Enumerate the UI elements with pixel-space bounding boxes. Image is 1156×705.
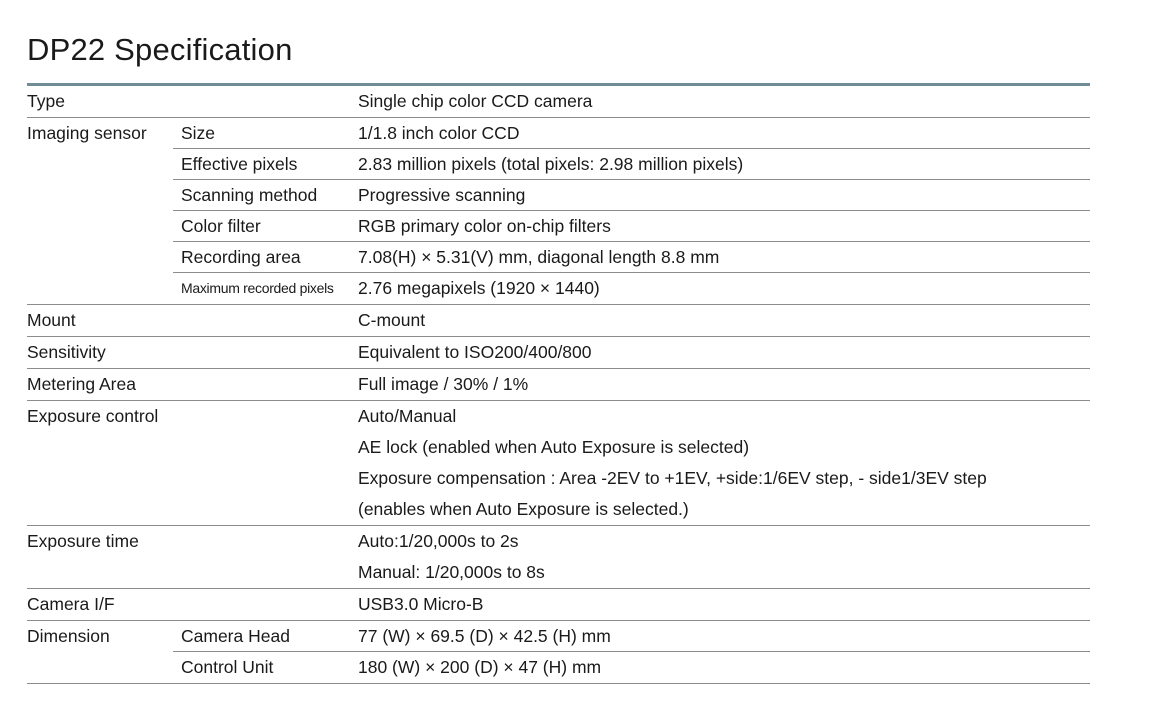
table-row — [27, 337, 1090, 368]
spec-sublabel: Scanning method — [181, 185, 318, 205]
spec-label: Imaging sensor — [27, 123, 147, 143]
spec-label — [27, 494, 181, 525]
table-row — [27, 242, 1090, 273]
spec-sublabel: Control Unit — [181, 657, 274, 677]
spec-label: Mount — [27, 310, 76, 330]
spec-label — [27, 149, 181, 180]
table-row — [27, 305, 1090, 336]
spec-label — [27, 242, 181, 273]
table-row — [27, 463, 1090, 494]
spec-value: 2.83 million pixels (total pixels: 2.98 million pixels) — [358, 154, 744, 174]
spec-label — [27, 557, 181, 588]
spec-sublabel: Color filter — [181, 216, 261, 236]
table-row — [27, 149, 1090, 180]
spec-label: Dimension — [27, 626, 110, 646]
spec-value: 180 (W) × 200 (D) × 47 (H) mm — [358, 657, 602, 677]
table-row — [27, 180, 1090, 211]
spec-group-sensitivity — [27, 337, 1090, 369]
spec-label: Exposure time — [27, 531, 139, 551]
spec-value: Auto/Manual — [358, 406, 457, 426]
spec-value: RGB primary color on-chip filters — [358, 216, 611, 236]
spec-sublabel — [181, 432, 358, 463]
table-row — [27, 369, 1090, 400]
table-row — [27, 432, 1090, 463]
spec-sublabel — [181, 526, 358, 557]
spec-group-exposure-time — [27, 526, 1090, 589]
spec-value: AE lock (enabled when Auto Exposure is selected) — [358, 437, 750, 457]
spec-label: Type — [27, 91, 65, 111]
table-row — [27, 211, 1090, 242]
spec-sublabel — [181, 401, 358, 432]
spec-label — [27, 180, 181, 211]
spec-sublabel — [181, 86, 358, 117]
spec-sublabel: Size — [181, 123, 216, 143]
spec-value: 7.08(H) × 5.31(V) mm, diagonal length 8.8 mm — [358, 247, 720, 267]
table-row — [27, 118, 1090, 149]
spec-value: Progressive scanning — [358, 185, 526, 205]
spec-value: Auto:1/20,000s to 2s — [358, 531, 519, 551]
spec-value: Full image / 30% / 1% — [358, 374, 529, 394]
table-row — [27, 494, 1090, 525]
spec-sublabel: Maximum recorded pixels — [181, 280, 334, 296]
spec-label: Exposure control — [27, 406, 159, 426]
table-row — [27, 652, 1090, 683]
table-row — [27, 526, 1090, 557]
spec-value: USB3.0 Micro-B — [358, 594, 484, 614]
spec-sublabel: Camera Head — [181, 626, 290, 646]
table-row — [27, 621, 1090, 652]
spec-sublabel — [181, 557, 358, 588]
table-row — [27, 273, 1090, 304]
spec-value: 77 (W) × 69.5 (D) × 42.5 (H) mm — [358, 626, 611, 646]
spec-sublabel: Recording area — [181, 247, 301, 267]
table-row — [27, 86, 1090, 117]
spec-label — [27, 432, 181, 463]
spec-sublabel — [181, 305, 358, 336]
spec-value: C-mount — [358, 310, 426, 330]
table-row — [27, 589, 1090, 620]
spec-value: Exposure compensation : Area -2EV to +1EV, +side:1/6EV step, - side1/3EV step — [358, 468, 987, 488]
spec-label — [27, 463, 181, 494]
spec-group-dimension — [27, 621, 1090, 684]
spec-sublabel — [181, 337, 358, 368]
spec-value: Single chip color CCD camera — [358, 91, 593, 111]
spec-label — [27, 273, 181, 304]
spec-label: Metering Area — [27, 374, 136, 394]
spec-table — [27, 86, 1090, 684]
spec-value: 1/1.8 inch color CCD — [358, 123, 520, 143]
spec-group-type — [27, 86, 1090, 118]
spec-sublabel: Effective pixels — [181, 154, 298, 174]
spec-value: (enables when Auto Exposure is selected.) — [358, 499, 689, 519]
spec-sublabel — [181, 463, 358, 494]
spec-label: Camera I/F — [27, 594, 115, 614]
table-row — [27, 401, 1090, 432]
page-title: DP22 Specification — [27, 32, 293, 67]
spec-sublabel — [181, 369, 358, 400]
spec-value: Manual: 1/20,000s to 8s — [358, 562, 545, 582]
spec-group-camera-if — [27, 589, 1090, 621]
spec-sublabel — [181, 494, 358, 525]
spec-group-mount — [27, 305, 1090, 337]
spec-sublabel — [181, 589, 358, 620]
spec-group-imaging-sensor — [27, 118, 1090, 305]
spec-label — [27, 652, 181, 683]
spec-group-exposure-control — [27, 401, 1090, 526]
spec-label: Sensitivity — [27, 342, 106, 362]
spec-value: Equivalent to ISO200/400/800 — [358, 342, 592, 362]
spec-group-metering-area — [27, 369, 1090, 401]
spec-label — [27, 211, 181, 242]
table-row — [27, 557, 1090, 588]
spec-value: 2.76 megapixels (1920 × 1440) — [358, 278, 600, 298]
